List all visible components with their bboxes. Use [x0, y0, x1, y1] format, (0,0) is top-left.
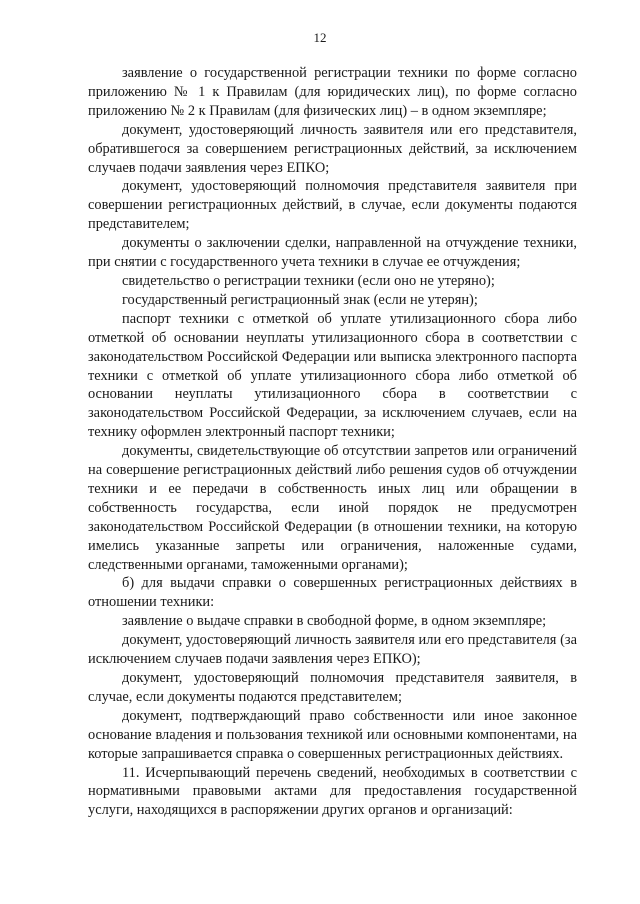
paragraph: документ, удостоверяющий полномочия представителя заявителя при совершении регистрационных действий, в случае, если документы подаются представителем;	[88, 178, 577, 233]
paragraph: 11. Исчерпывающий перечень сведений, необходимых в соответствии с нормативными правовыми актами для предоставления государственной услуги, находящихся в распоряжении других органов и организаций:	[88, 764, 577, 819]
paragraph: заявление о выдаче справки в свободной форме, в одном экземпляре;	[122, 613, 547, 630]
paragraph: документы, свидетельствующие об отсутствии запретов или ограничений на совершение регистрационных действий либо решения судов об отчуждении техники и ее передачи в собственность иных лиц или обращении в собственность государства, если иной порядок не предусмотрен законодательством Российской Федерации (в отношении техники, на которую имелись указанные запреты или ограничения, наложенные судами, следственными органами, таможенными органами);	[88, 443, 577, 573]
paragraph: заявление о государственной регистрации техники по форме согласно приложению № 1 к Правилам (для юридических лиц), по форме согласно приложению № 2 к Правилам (для физических лиц) – в одном экземпляре;	[88, 65, 577, 119]
paragraph: б) для выдачи справки о совершенных регистрационных действиях в отношении техники:	[88, 575, 577, 611]
paragraph: паспорт техники с отметкой об уплате утилизационного сбора либо отметкой об основании неуплаты утилизационного сбора в соответствии с законодательством Российской Федерации или выписка электронного паспорта техники с отметкой об уплате утилизационного сбора либо отметкой об основании неуплаты утилизационного сбора в соответствии с законодательством Российской Федерации, за исключением случаев, если на технику оформлен электронный паспорт техники;	[88, 310, 577, 441]
paragraph: свидетельство о регистрации техники (если оно не утеряно);	[122, 272, 495, 289]
paragraph: документ, подтверждающий право собственности или иное законное основание владения и пользования техникой или основными компонентами, на которые запрашивается справка о совершенных регистрационных действиях.	[88, 707, 577, 762]
paragraph: государственный регистрационный знак (если не утерян);	[122, 291, 478, 308]
paragraph: документ, удостоверяющий полномочия представителя заявителя, в случае, если документы подаются представителем;	[88, 670, 577, 705]
paragraph: документ, удостоверяющий личность заявителя или его представителя (за исключением случаев подачи заявления через ЕПКО);	[88, 632, 577, 668]
page-number: 12	[313, 30, 327, 45]
paragraph: документы о заключении сделки, направленной на отчуждение техники, при снятии с государственного учета техники в случае ее отчуждения;	[88, 235, 577, 271]
document-body	[88, 64, 577, 820]
paragraph: документ, удостоверяющий личность заявителя или его представителя, обратившегося за совершением регистрационных действий, за исключением случаев подачи заявления через ЕПКО;	[88, 121, 577, 176]
